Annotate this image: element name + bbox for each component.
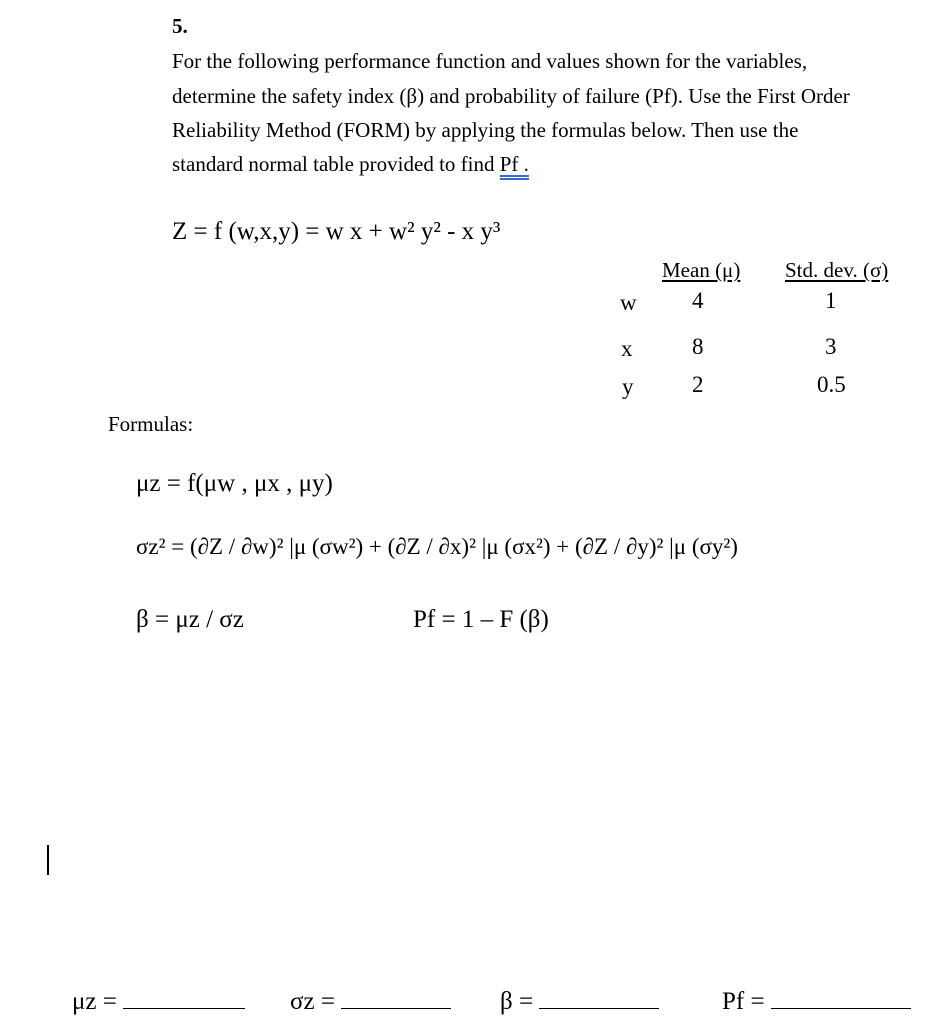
table-row-std: 1 — [825, 288, 837, 313]
table-header-mean: Mean (μ) — [662, 258, 741, 282]
answer-pf[interactable] — [722, 984, 911, 1016]
table-row-var: x — [621, 336, 633, 361]
table-row-std: 3 — [825, 334, 837, 359]
table-row-mean: 2 — [692, 372, 704, 397]
formula-mean-z: μz = f(μw , μx , μy) — [136, 470, 333, 497]
problem-text-line-1: For the following performance function and values shown for the variables, — [172, 49, 808, 73]
answer-sigma-z-label: σz = — [290, 988, 335, 1015]
table-row-mean: 8 — [692, 334, 704, 359]
answer-beta-label: β = — [500, 988, 534, 1015]
table-header-std: Std. dev. (σ) — [785, 258, 889, 282]
answer-beta[interactable] — [500, 984, 659, 1016]
answer-mean-z-label: μz = — [72, 988, 117, 1015]
answer-sigma-z-blank[interactable] — [341, 984, 451, 1009]
answer-sigma-z[interactable] — [290, 984, 451, 1016]
problem-number: 5. — [172, 14, 188, 38]
problem-text-line-2: determine the safety index (β) and probability of failure (Pf). Use the First Order — [172, 84, 850, 108]
table-row-std: 0.5 — [817, 372, 846, 397]
answer-pf-blank[interactable] — [771, 984, 911, 1009]
pf-reference: Pf . — [499, 152, 529, 176]
problem-text-line-4-text: standard normal table provided to find — [172, 152, 495, 176]
answer-beta-blank[interactable] — [539, 984, 659, 1009]
formula-variance-z: σz² = (∂Z / ∂w)² |μ (σw²) + (∂Z / ∂x)² |μ (σx²) + (∂Z / ∂y)² |μ (σy²) — [136, 534, 738, 559]
table-row-mean: 4 — [692, 288, 704, 313]
answer-mean-z-blank[interactable] — [123, 984, 245, 1009]
table-row-var: w — [620, 290, 637, 315]
text-cursor — [47, 845, 49, 875]
problem-text-line-4 — [172, 148, 529, 180]
formula-beta: β = μz / σz — [136, 606, 244, 633]
answer-mean-z[interactable] — [72, 984, 245, 1016]
formulas-label: Formulas: — [108, 412, 194, 436]
formula-pf: Pf = 1 – F (β) — [413, 606, 549, 633]
answer-pf-label: Pf = — [722, 988, 765, 1015]
performance-function: Z = f (w,x,y) = w x + w² y² - x y³ — [172, 218, 501, 245]
problem-text-line-3: Reliability Method (FORM) by applying the formulas below. Then use the — [172, 118, 799, 142]
table-row-var: y — [622, 374, 634, 399]
